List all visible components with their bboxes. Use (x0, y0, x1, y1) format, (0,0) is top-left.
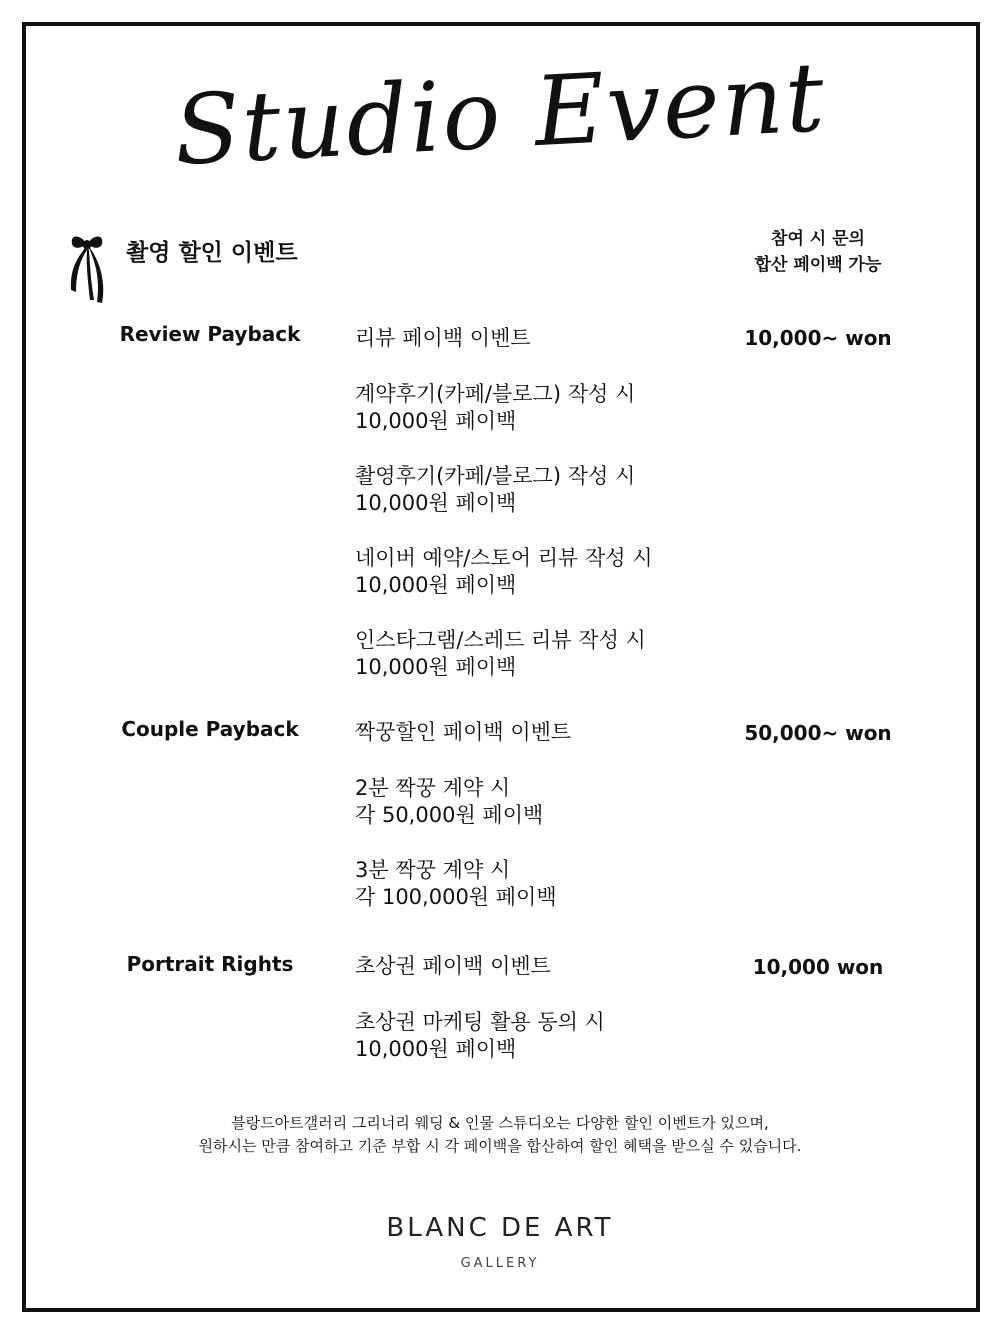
event-header-label: 촬영 할인 이벤트 (126, 239, 298, 266)
section-name-review-payback: Review Payback (119, 322, 301, 346)
section-line: 10,000원 페이백 (355, 655, 517, 679)
brand-subtitle: GALLERY (460, 1256, 540, 1271)
footer-note-line: 블랑드아트갤러리 그리너리 웨딩 & 인물 스튜디오는 다양한 할인 이벤트가 있으며, (231, 1114, 769, 1132)
section-line: 인스타그램/스레드 리뷰 작성 시 (355, 628, 646, 652)
section-price-review-payback: 10,000~ won (744, 326, 892, 350)
brand-logo: BLANC DE ART (386, 1213, 614, 1243)
section-line: 10,000원 페이백 (355, 573, 517, 597)
footer-note (0, 1112, 1000, 1158)
section-line: 계약후기(카페/블로그) 작성 시 (355, 382, 636, 406)
section-name-portrait-rights: Portrait Rights (126, 952, 294, 976)
section-line: 각 50,000원 페이백 (355, 803, 544, 827)
event-header (66, 230, 298, 310)
section-line: 10,000원 페이백 (355, 491, 517, 515)
footer-note-line: 원하시는 만큼 참여하고 기준 부합 시 각 페이백을 합산하여 할인 혜택을 받으실 수 있습니다. (198, 1137, 802, 1155)
inquiry-note-line: 합산 페이백 가능 (754, 255, 882, 275)
section-line: 짝꿍할인 페이백 이벤트 (355, 720, 572, 744)
section-line: 각 100,000원 페이백 (355, 885, 557, 909)
inquiry-note (718, 226, 918, 278)
section-line: 3분 짝꿍 계약 시 (355, 858, 511, 882)
inquiry-note-line: 참여 시 문의 (771, 229, 865, 249)
section-line: 10,000원 페이백 (355, 1037, 517, 1061)
section-line: 초상권 마케팅 활용 동의 시 (355, 1010, 605, 1034)
section-price-couple-payback: 50,000~ won (744, 721, 892, 745)
section-line: 초상권 페이백 이벤트 (355, 954, 551, 978)
section-price-portrait-rights: 10,000 won (752, 955, 884, 979)
section-line: 2분 짝꿍 계약 시 (355, 776, 511, 800)
section-line: 네이버 예약/스토어 리뷰 작성 시 (355, 546, 653, 570)
section-line: 리뷰 페이백 이벤트 (355, 326, 531, 350)
ribbon-bow-icon (66, 230, 108, 310)
section-line: 10,000원 페이백 (355, 409, 517, 433)
page-title: Studio Event (171, 41, 829, 187)
section-name-couple-payback: Couple Payback (121, 717, 299, 741)
section-line: 촬영후기(카페/블로그) 작성 시 (355, 464, 636, 488)
